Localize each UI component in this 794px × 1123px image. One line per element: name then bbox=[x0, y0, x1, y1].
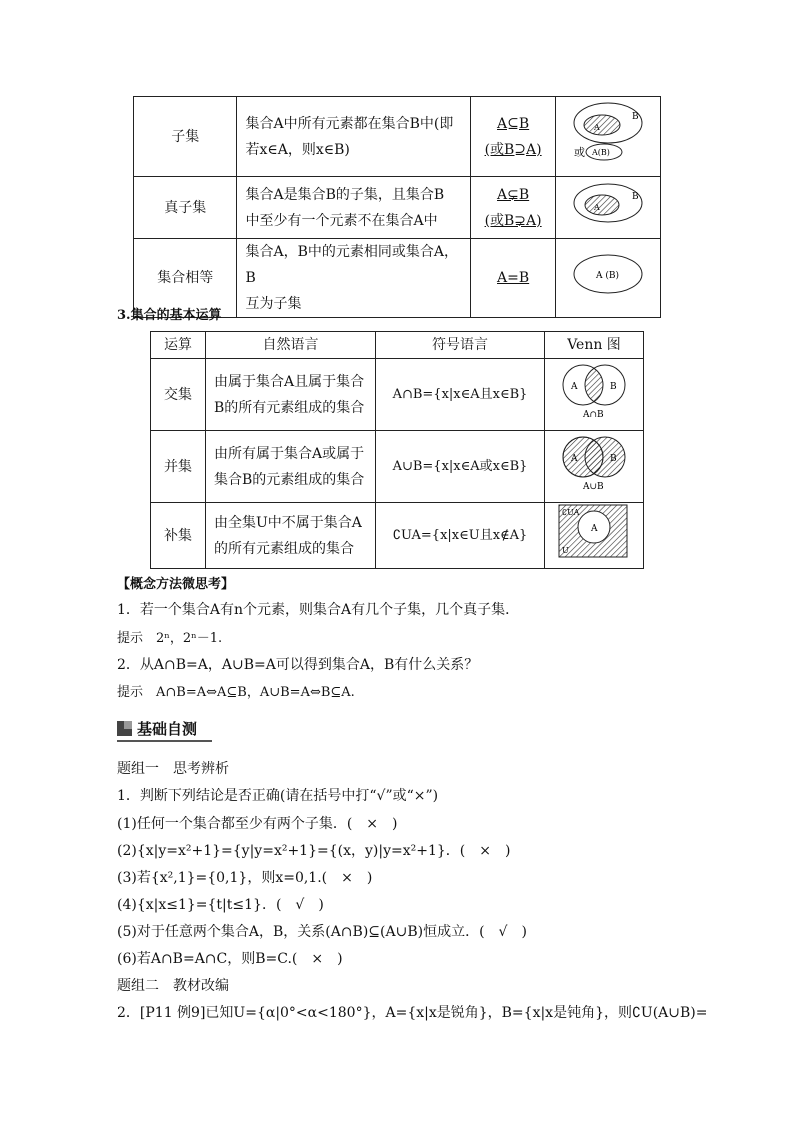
sym-union: A∪B={x|x∈A或x∈B} bbox=[376, 431, 545, 503]
term-equal: 集合相等 bbox=[134, 239, 237, 318]
op-complement: 补集 bbox=[151, 503, 206, 569]
desc-line: 由所有属于集合A或属于 bbox=[214, 445, 365, 462]
desc-proper-subset bbox=[237, 177, 471, 239]
venn-complement-cell bbox=[545, 503, 644, 569]
venn-or-text: 或 bbox=[573, 146, 585, 159]
desc-line: 由全集U中不属于集合A bbox=[214, 514, 362, 531]
judgment-item: (3)若{x²,1}={0,1}，则x=0,1.( × ) bbox=[117, 870, 373, 886]
venn-intersection-cell bbox=[545, 359, 644, 431]
group-1-title: 题组一 思考辨析 bbox=[117, 761, 229, 777]
venn-label-b: B bbox=[610, 454, 617, 464]
desc-subset bbox=[237, 97, 471, 177]
section-square-icon bbox=[117, 721, 132, 736]
header-natural: 自然语言 bbox=[206, 332, 376, 359]
desc-line: 集合A中所有元素都在集合B中(即 bbox=[245, 115, 454, 132]
header-op: 运算 bbox=[151, 332, 206, 359]
venn-label-u: U bbox=[562, 546, 569, 555]
desc-equal bbox=[237, 239, 471, 318]
venn-label-a: A bbox=[593, 203, 600, 212]
judgment-item: (6)若A∩B=A∩C，则B=C.( × ) bbox=[117, 951, 343, 967]
term-subset: 子集 bbox=[134, 97, 237, 177]
venn-alt-label: A(B) bbox=[591, 148, 610, 157]
think-title: 【概念方法微思考】 bbox=[117, 577, 235, 592]
think-answer-2: 提示 A∩B=A⇔A⊆B，A∪B=A⇔B⊆A. bbox=[117, 685, 355, 700]
venn-label-b: B bbox=[631, 192, 639, 202]
venn-subset-cell bbox=[555, 97, 660, 177]
header-symbol: 符号语言 bbox=[376, 332, 545, 359]
venn-label-b: B bbox=[610, 382, 617, 392]
sym-intersection: A∩B={x|x∈A且x∈B} bbox=[376, 359, 545, 431]
venn-label-a: A bbox=[571, 382, 578, 392]
subset-table bbox=[133, 96, 661, 318]
venn-union-cell bbox=[545, 431, 644, 503]
venn-proper-cell bbox=[555, 177, 660, 239]
sym-line: A⊆B bbox=[497, 115, 530, 132]
operations-table bbox=[150, 331, 644, 569]
venn-label-b: B bbox=[631, 112, 639, 122]
venn-intersection bbox=[545, 359, 643, 421]
header-venn: Venn 图 bbox=[545, 332, 644, 359]
judgment-item: (5)对于任意两个集合A，B，关系(A∩B)⊆(A∪B)恒成立．( √ ) bbox=[117, 924, 527, 940]
venn-label-a: A bbox=[591, 524, 598, 534]
venn-equal-cell bbox=[555, 239, 660, 318]
question-1-intro: 1．判断下列结论是否正确(请在括号中打“√”或“×”) bbox=[117, 788, 439, 804]
section-title: 基础自测 bbox=[137, 720, 198, 738]
term-proper-subset: 真子集 bbox=[134, 177, 237, 239]
sym-equal bbox=[471, 239, 556, 318]
venn-union bbox=[545, 431, 643, 493]
desc-line: B的所有元素组成的集合 bbox=[214, 399, 365, 416]
desc-line: 集合A是集合B的子集，且集合B bbox=[245, 186, 445, 203]
section-underline bbox=[117, 740, 212, 742]
sym-line: (或B⊋A) bbox=[484, 212, 542, 229]
sym-line: A=B bbox=[497, 270, 530, 286]
judgment-item: (1)任何一个集合都至少有两个子集．( × ) bbox=[117, 816, 398, 832]
desc-intersection bbox=[206, 359, 376, 431]
question-2-text: 2．[P11 例9]已知U={α|0°<α<180°}，A={x|x是锐角}，B={x|x是钝角}，则∁U(A∪B)= bbox=[117, 1005, 708, 1021]
desc-complement bbox=[206, 503, 376, 569]
desc-line: 互为子集 bbox=[245, 296, 302, 312]
group-2-title: 题组二 教材改编 bbox=[117, 978, 229, 994]
op-union: 并集 bbox=[151, 431, 206, 503]
venn-label-comp: ∁UA bbox=[562, 508, 580, 517]
venn-proper-subset bbox=[556, 177, 660, 229]
desc-line: 若x∈A，则x∈B) bbox=[245, 141, 350, 158]
section-heading bbox=[117, 716, 212, 742]
desc-line: 的所有元素组成的集合 bbox=[214, 540, 354, 557]
venn-caption: A∩B bbox=[583, 410, 604, 420]
think-question-2: 2．从A∩B=A，A∪B=A可以得到集合A，B有什么关系？ bbox=[117, 657, 479, 673]
judgment-item: (2){x|y=x²+1}={y|y=x²+1}={(x，y)|y=x²+1}．( × ) bbox=[117, 843, 511, 859]
desc-line: 中至少有一个元素不在集合A中 bbox=[245, 212, 438, 229]
think-answer-1: 提示 2ⁿ，2ⁿ－1. bbox=[117, 631, 223, 646]
venn-subset bbox=[556, 97, 660, 167]
sym-complement: ∁UA={x|x∈U且x∉A} bbox=[376, 503, 545, 569]
sym-proper-subset bbox=[471, 177, 556, 239]
desc-line: 集合A，B中的元素相同或集合A，B bbox=[245, 244, 458, 286]
sym-subset bbox=[471, 97, 556, 177]
desc-line: 由属于集合A且属于集合 bbox=[214, 373, 365, 390]
venn-label-ab: A (B) bbox=[595, 270, 619, 281]
venn-label-a: A bbox=[571, 454, 578, 464]
sym-line: A⊊B bbox=[497, 186, 530, 203]
section-3-title: 3.集合的基本运算 bbox=[117, 308, 222, 323]
venn-label-a: A bbox=[593, 123, 600, 132]
venn-equal bbox=[556, 248, 660, 300]
venn-caption: A∪B bbox=[583, 482, 604, 492]
op-intersection: 交集 bbox=[151, 359, 206, 431]
think-question-1: 1．若一个集合A有n个元素，则集合A有几个子集，几个真子集． bbox=[117, 602, 520, 618]
judgment-item: (4){x|x≤1}={t|t≤1}．( √ ) bbox=[117, 897, 324, 913]
venn-complement bbox=[545, 503, 643, 559]
desc-line: 集合B的元素组成的集合 bbox=[214, 471, 365, 488]
desc-union bbox=[206, 431, 376, 503]
sym-line: (或B⊇A) bbox=[484, 141, 542, 158]
